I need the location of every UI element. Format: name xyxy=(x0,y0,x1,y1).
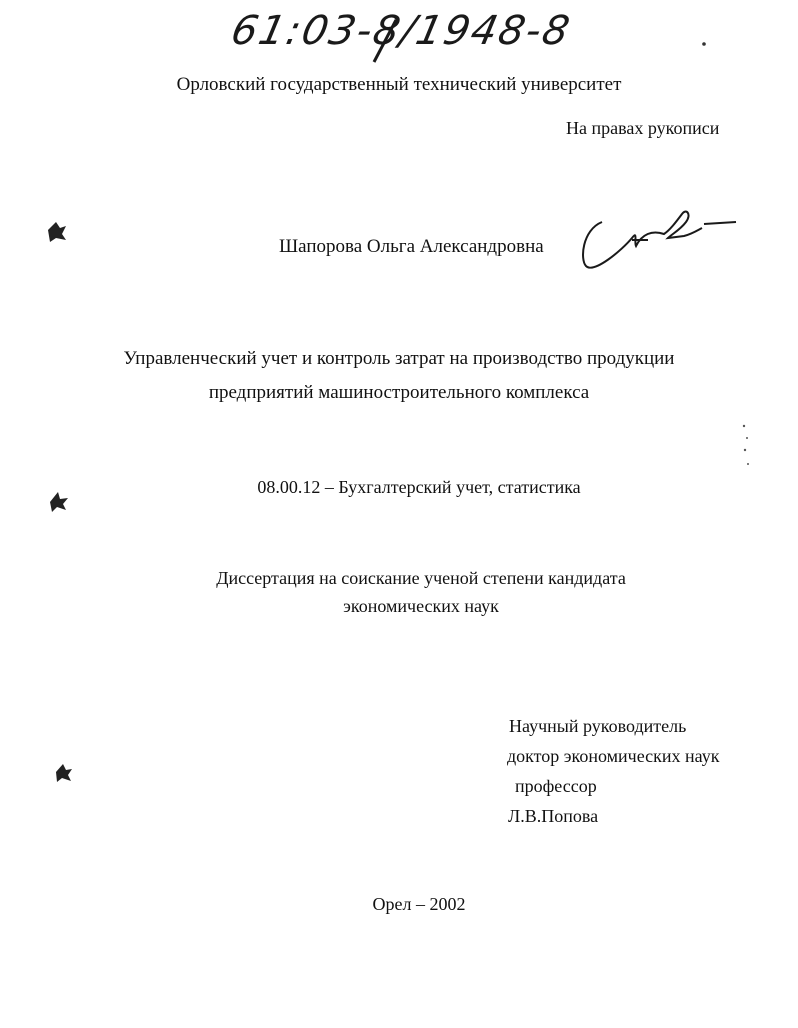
supervisor-name: Л.В.Попова xyxy=(508,806,599,826)
dissertation-title-line-2: предприятий машиностроительного комплекса xyxy=(208,382,590,403)
scan-mark-icon xyxy=(46,220,68,244)
specialty-code: 08.00.12 – Бухгалтерский учет, статистика xyxy=(257,477,581,497)
supervisor-label: Научный руководитель xyxy=(509,716,687,736)
dissertation-title-line-1: Управленческий учет и контроль затрат на производство продукции xyxy=(123,348,675,369)
scan-mark-icon xyxy=(54,762,74,784)
rights-notice: На правах рукописи xyxy=(566,118,720,138)
scan-dot xyxy=(700,40,708,48)
author-name: Шапорова Ольга Александровна xyxy=(279,236,544,257)
handwritten-underline xyxy=(370,18,400,64)
supervisor-degree: доктор экономических наук xyxy=(507,746,720,766)
university-name: Орловский государственный технический университет xyxy=(176,74,622,95)
city-year: Орел – 2002 xyxy=(372,894,466,914)
handwritten-archive-code: 61:03-8/1948-8 xyxy=(227,8,576,54)
scan-dots xyxy=(740,420,754,480)
dissertation-type-line-2: экономических наук xyxy=(343,596,499,616)
supervisor-rank: профессор xyxy=(515,776,597,796)
signature-icon xyxy=(572,200,742,280)
dissertation-type-line-1: Диссертация на соискание ученой степени кандидата xyxy=(216,568,626,588)
scan-mark-icon xyxy=(48,490,70,514)
